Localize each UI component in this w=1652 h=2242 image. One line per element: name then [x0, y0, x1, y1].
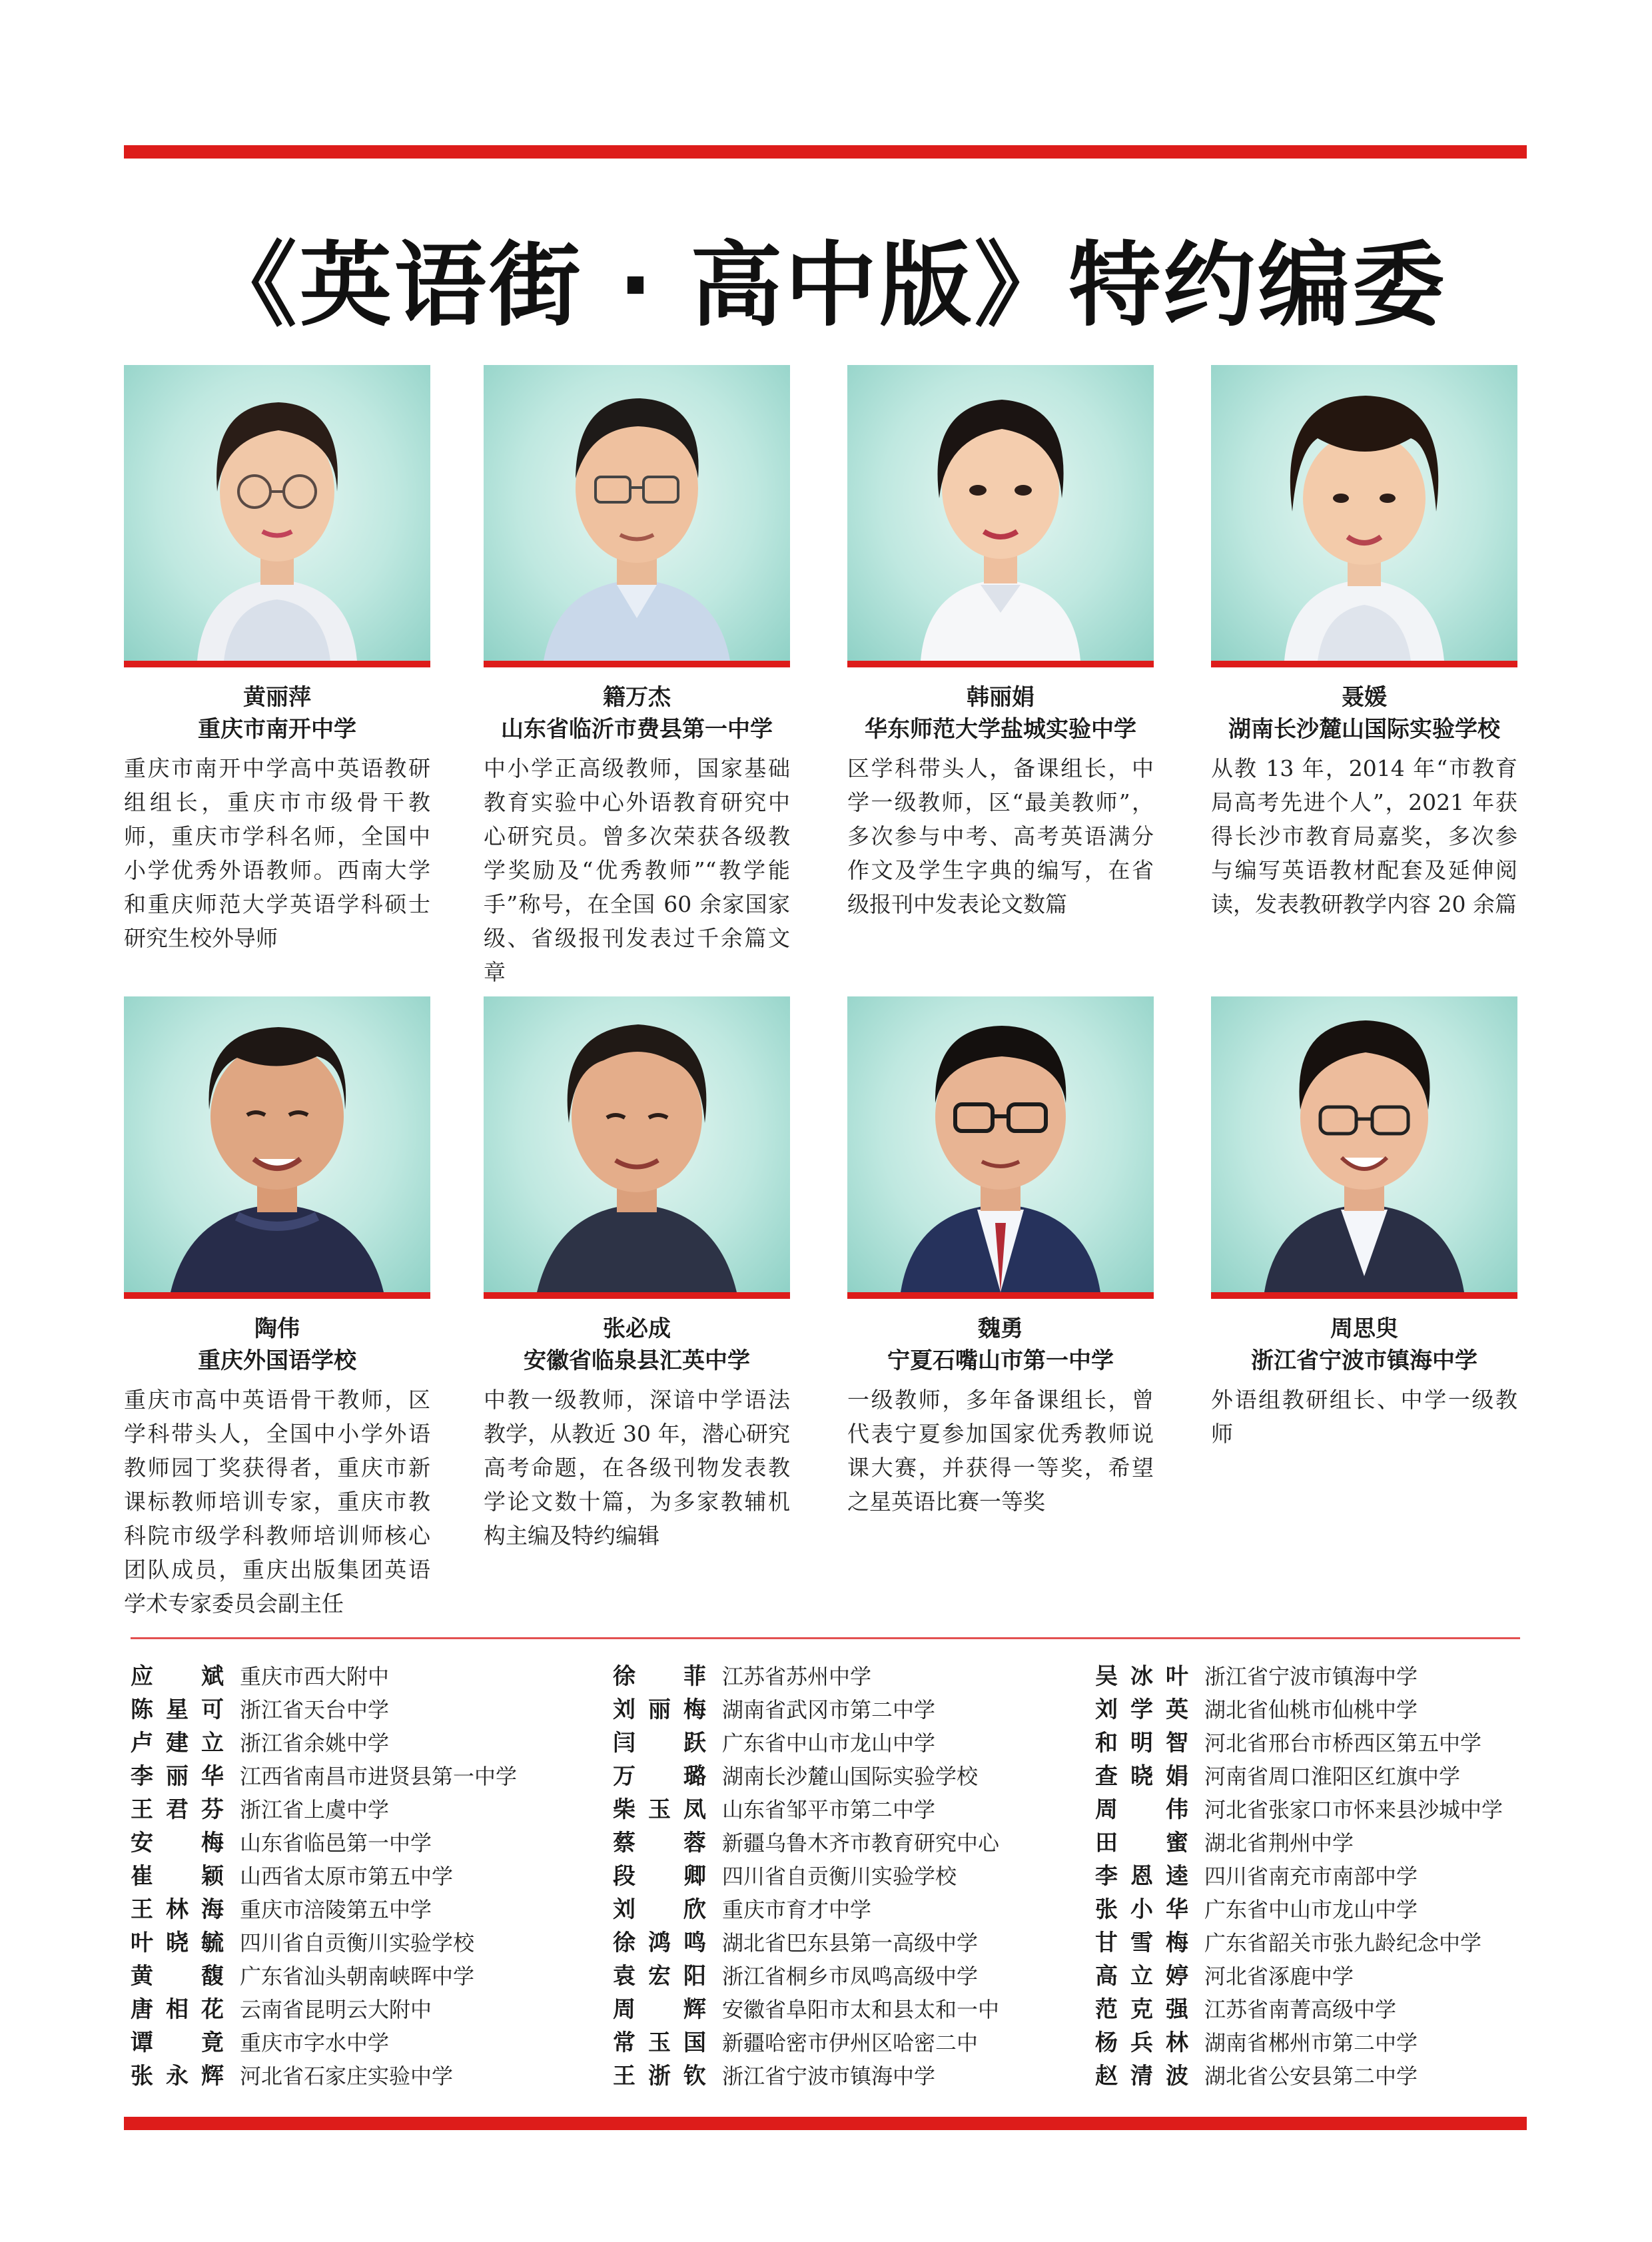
editor-bio: 一级教师，多年备课组长，曾代表宁夏参加国家优秀教师说课大赛，并获得一等奖，希望之星英语比赛一等奖 [847, 1387, 1154, 1515]
man-portrait-icon [124, 996, 430, 1292]
member-name: 万 璐 [613, 1763, 706, 1790]
member-school: 浙江省余姚中学 [240, 1730, 390, 1756]
member-name: 王君芬 [131, 1796, 224, 1823]
portrait-illustration [847, 996, 1154, 1299]
member-name: 周 伟 [1095, 1796, 1188, 1823]
list-item [1095, 1760, 1503, 1793]
member-name: 应 斌 [131, 1663, 224, 1690]
list-item [613, 1726, 999, 1760]
member-school: 河北省石家庄实验中学 [240, 2063, 454, 2089]
member-school: 湖北省仙桃市仙桃中学 [1204, 1697, 1418, 1722]
portrait-illustration [124, 996, 430, 1299]
woman-glasses-portrait-icon [124, 365, 430, 661]
member-name: 范克强 [1095, 1996, 1188, 2023]
member-name: 查晓娟 [1095, 1763, 1188, 1790]
portrait-illustration [847, 365, 1154, 667]
member-name: 王浙钦 [613, 2063, 706, 2089]
editor-name: 周思臾 [1330, 1315, 1398, 1342]
editor-name: 籍万杰 [603, 684, 671, 711]
page-title: 《英语街 · 高中版》特约编委 [205, 232, 1447, 339]
editor-name: 聂媛 [1342, 684, 1387, 711]
member-name: 崔 颖 [131, 1863, 224, 1890]
member-name: 段 卿 [613, 1863, 706, 1890]
portrait-illustration [484, 365, 790, 667]
portrait-illustration [1211, 996, 1517, 1299]
member-name: 袁宏阳 [613, 1963, 706, 1990]
list-item [131, 1826, 517, 1860]
member-name: 高立婷 [1095, 1963, 1188, 1990]
member-list-column-3 [1095, 1660, 1503, 2093]
list-item [613, 1960, 999, 1993]
list-item [613, 1893, 999, 1926]
editor-card [124, 996, 430, 1621]
member-school: 浙江省桐乡市凤鸣高级中学 [722, 1964, 979, 1989]
member-name: 李恩逵 [1095, 1863, 1188, 1890]
list-item [1095, 1826, 1503, 1860]
list-item [1095, 1960, 1503, 1993]
member-school: 湖北省公安县第二中学 [1204, 2063, 1418, 2089]
member-school: 河北省邢台市桥西区第五中学 [1204, 1730, 1482, 1756]
portrait-illustration [484, 996, 790, 1299]
member-school: 湖南省武冈市第二中学 [722, 1697, 936, 1722]
member-name: 李丽华 [131, 1763, 224, 1790]
list-item [1095, 1793, 1503, 1826]
editor-bio: 重庆市南开中学高中英语教研组组长，重庆市市级骨干教师，重庆市学科名师，全国中小学优秀外语教师。西南大学和重庆师范大学英语学科硕士研究生校外导师 [124, 755, 430, 951]
member-name: 安 梅 [131, 1830, 224, 1856]
member-school: 江苏省南菁高级中学 [1204, 1997, 1397, 2022]
member-school: 广东省中山市龙山中学 [722, 1730, 936, 1756]
member-name: 杨兵林 [1095, 2030, 1188, 2056]
member-school: 重庆市字水中学 [240, 2030, 390, 2055]
editor-school: 华东师范大学盐城实验中学 [865, 716, 1136, 743]
member-school: 重庆市涪陵第五中学 [240, 1897, 432, 1922]
member-school: 四川省自贡衡川实验学校 [240, 1930, 475, 1956]
list-item [613, 2059, 999, 2093]
editor-card [847, 365, 1154, 921]
member-school: 浙江省上虞中学 [240, 1797, 390, 1822]
member-name: 黄 馥 [131, 1963, 224, 1990]
member-name: 闫 跃 [613, 1730, 706, 1756]
top-red-rule [124, 145, 1527, 159]
editor-bio: 从教 13 年，2014 年“市教育局高考先进个人”，2021 年获得长沙市教育局嘉奖，多次参与编写英语教材配套及延伸阅读，发表教研教学内容 20 余篇 [1211, 755, 1517, 917]
editor-card [484, 996, 790, 1553]
list-item [131, 1693, 517, 1726]
member-school: 四川省南充市南部中学 [1204, 1864, 1418, 1889]
member-school: 浙江省天台中学 [240, 1697, 390, 1722]
member-name: 刘学英 [1095, 1696, 1188, 1723]
list-item [131, 1760, 517, 1793]
member-school: 重庆市育才中学 [722, 1897, 872, 1922]
editor-bio: 中小学正高级教师，国家基础教育实验中心外语教育研究中心研究员。曾多次荣获各级教学奖励及“优秀教师”“教学能手”称号，在全国 60 余家国家级、省级报刊发表过千余篇文章 [484, 755, 790, 985]
member-list-column-1 [131, 1660, 517, 2093]
member-school: 新疆哈密市伊州区哈密二中 [722, 2030, 979, 2055]
section-divider [131, 1637, 1520, 1639]
list-item [131, 1893, 517, 1926]
editor-card [484, 365, 790, 989]
list-item [131, 2059, 517, 2093]
member-school: 湖南长沙麓山国际实验学校 [722, 1764, 979, 1789]
member-school: 云南省昆明云大附中 [240, 1997, 432, 2022]
member-name: 徐 菲 [613, 1663, 706, 1690]
member-name: 刘丽梅 [613, 1696, 706, 1723]
list-item [1095, 1726, 1503, 1760]
man-glasses-suit-portrait-icon [847, 996, 1154, 1292]
editor-school: 山东省临沂市费县第一中学 [501, 716, 773, 743]
list-item [613, 1793, 999, 1826]
member-school: 江苏省苏州中学 [722, 1664, 872, 1689]
member-school: 河北省涿鹿中学 [1204, 1964, 1354, 1989]
member-school: 湖北省荆州中学 [1204, 1830, 1354, 1856]
list-item [131, 1726, 517, 1760]
member-school: 新疆乌鲁木齐市教育研究中心 [722, 1830, 1000, 1856]
bottom-red-rule [124, 2117, 1527, 2130]
member-school: 江西省南昌市进贤县第一中学 [240, 1764, 518, 1789]
editor-school: 浙江省宁波市镇海中学 [1251, 1347, 1477, 1374]
member-school: 湖北省巴东县第一高级中学 [722, 1930, 979, 1956]
list-item [1095, 1893, 1503, 1926]
member-school: 山东省临邑第一中学 [240, 1830, 432, 1856]
member-name: 常玉国 [613, 2030, 706, 2056]
editor-school: 重庆外国语学校 [198, 1347, 356, 1374]
editor-name: 黄丽萍 [243, 684, 311, 711]
man-glasses-portrait-icon [484, 365, 790, 661]
list-item [613, 1993, 999, 2026]
editor-name: 张必成 [603, 1315, 671, 1342]
editor-name: 陶伟 [254, 1315, 300, 1342]
portrait-illustration [1211, 365, 1517, 667]
member-school: 重庆市西大附中 [240, 1664, 390, 1689]
list-item [131, 2026, 517, 2059]
editor-bio: 重庆市高中英语骨干教师，区学科带头人，全国中小学外语教师园丁奖获得者，重庆市新课标教师培训专家，重庆市教科院市级学科教师培训师核心团队成员，重庆出版集团英语学术专家委员会副主任 [124, 1387, 430, 1617]
list-item [131, 1926, 517, 1960]
woman-portrait-icon [847, 365, 1154, 661]
member-school: 广东省韶关市张九龄纪念中学 [1204, 1930, 1482, 1956]
man-portrait-icon [484, 996, 790, 1292]
member-name: 谭 竟 [131, 2030, 224, 2056]
member-school: 浙江省宁波市镇海中学 [722, 2063, 936, 2089]
editor-name: 魏勇 [978, 1315, 1023, 1342]
member-name: 吴冰叶 [1095, 1663, 1188, 1690]
member-name: 卢建立 [131, 1730, 224, 1756]
member-name: 和明智 [1095, 1730, 1188, 1756]
member-name: 王林海 [131, 1896, 224, 1923]
member-list-column-2 [613, 1660, 999, 2093]
member-school: 四川省自贡衡川实验学校 [722, 1864, 957, 1889]
editor-bio: 区学科带头人，备课组长，中学一级教师，区“最美教师”，多次参与中考、高考英语满分作文及学生字典的编写，在省级报刊中发表论文数篇 [847, 755, 1154, 917]
member-school: 山东省邹平市第二中学 [722, 1797, 936, 1822]
member-school: 安徽省阜阳市太和县太和一中 [722, 1997, 1000, 2022]
list-item [1095, 1926, 1503, 1960]
member-name: 蔡 蓉 [613, 1830, 706, 1856]
member-name: 叶晓毓 [131, 1930, 224, 1956]
editor-card [847, 996, 1154, 1519]
list-item [1095, 2026, 1503, 2059]
editor-name: 韩丽娟 [967, 684, 1034, 711]
woman-short-hair-portrait-icon [1211, 365, 1517, 661]
member-name: 柴玉凤 [613, 1796, 706, 1823]
list-item [1095, 1660, 1503, 1693]
member-school: 山西省太原市第五中学 [240, 1864, 454, 1889]
editor-bio: 外语组教研组长、中学一级教师 [1211, 1387, 1517, 1447]
editor-card [124, 365, 430, 955]
editor-card [1211, 365, 1517, 921]
member-name: 陈星可 [131, 1696, 224, 1723]
list-item [1095, 2059, 1503, 2093]
list-item [131, 1860, 517, 1893]
editor-school: 安徽省临泉县汇英中学 [524, 1347, 750, 1374]
list-item [613, 1760, 999, 1793]
list-item [613, 1660, 999, 1693]
member-name: 田 蜜 [1095, 1830, 1188, 1856]
member-name: 刘 欣 [613, 1896, 706, 1923]
member-name: 周 辉 [613, 1996, 706, 2023]
member-school: 广东省中山市龙山中学 [1204, 1897, 1418, 1922]
editor-school: 重庆市南开中学 [198, 716, 356, 743]
man-glasses-suit-portrait-icon [1211, 996, 1517, 1292]
list-item [1095, 1693, 1503, 1726]
member-school: 广东省汕头朝南峡晖中学 [240, 1964, 475, 1989]
editor-bio: 中教一级教师，深谙中学语法教学，从教近 30 年，潜心研究高考命题，在各级刊物发表教学论文数十篇，为多家教辅机构主编及特约编辑 [484, 1387, 790, 1549]
member-name: 甘雪梅 [1095, 1930, 1188, 1956]
list-item [1095, 1860, 1503, 1893]
list-item [131, 1660, 517, 1693]
list-item [613, 1826, 999, 1860]
member-school: 浙江省宁波市镇海中学 [1204, 1664, 1418, 1689]
editor-school: 宁夏石嘴山市第一中学 [887, 1347, 1114, 1374]
member-name: 张小华 [1095, 1896, 1188, 1923]
member-school: 河北省张家口市怀来县沙城中学 [1204, 1797, 1503, 1822]
list-item [131, 1793, 517, 1826]
list-item [613, 1693, 999, 1726]
member-school: 河南省周口淮阳区红旗中学 [1204, 1764, 1461, 1789]
list-item [613, 1860, 999, 1893]
list-item [613, 2026, 999, 2059]
member-name: 张永辉 [131, 2063, 224, 2089]
member-name: 赵清波 [1095, 2063, 1188, 2089]
editor-card [1211, 996, 1517, 1451]
member-name: 唐相花 [131, 1996, 224, 2023]
editor-school: 湖南长沙麓山国际实验学校 [1228, 716, 1500, 743]
member-school: 湖南省郴州市第二中学 [1204, 2030, 1418, 2055]
list-item [613, 1926, 999, 1960]
list-item [131, 1960, 517, 1993]
list-item [1095, 1993, 1503, 2026]
portrait-illustration [124, 365, 430, 667]
member-name: 徐鸿鸣 [613, 1930, 706, 1956]
list-item [131, 1993, 517, 2026]
